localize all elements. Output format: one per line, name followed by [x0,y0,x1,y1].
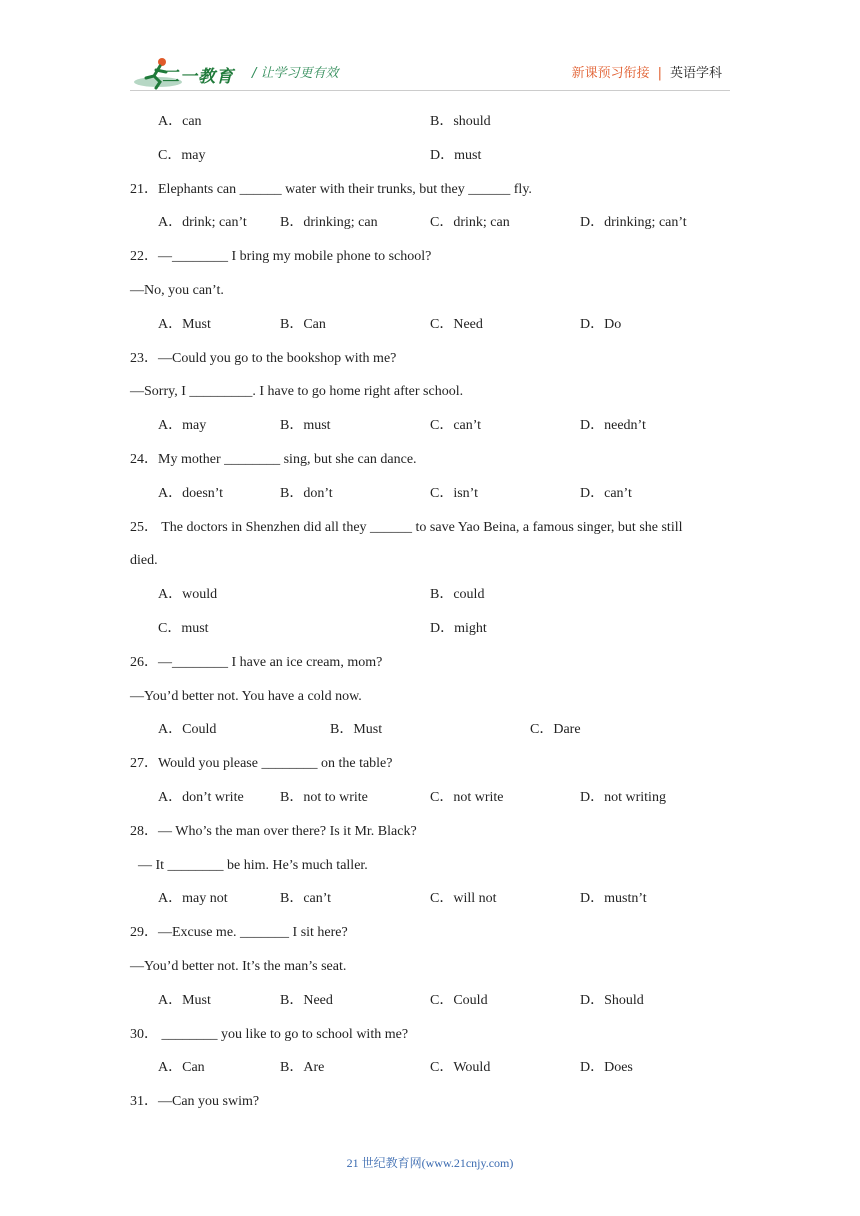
option-a: A．Can [158,1060,205,1076]
question-text: —No, you can’t. [130,282,224,298]
question-text: 28．— Who’s the man over there? Is it Mr. Black? [130,823,417,839]
option-a: A．would [158,587,218,603]
question-line [0,180,860,214]
question-text: 31．—Can you swim? [130,1094,260,1110]
option-c: C．isn’t [430,485,478,501]
question-line [0,1025,860,1059]
option-b: B．Need [280,992,333,1008]
question-text: 30． ________ you like to go to school with me? [130,1026,409,1042]
question-text: 29．—Excuse me. _______ I sit here? [130,925,348,941]
option-a: A．Must [158,992,211,1008]
question-text: 22．—________ I bring my mobile phone to school? [130,249,432,265]
question-line [0,687,860,721]
option-d: D．can’t [580,485,632,501]
option-d: D．needn’t [580,418,646,434]
options-row [0,112,860,146]
question-line [0,923,860,957]
question-line [0,281,860,315]
option-d: D．not writing [580,789,666,805]
question-line [0,247,860,281]
option-a: A．may not [158,891,228,907]
question-text: —You’d better not. It’s the man’s seat. [130,958,347,974]
option-c: C．not write [430,789,504,805]
option-a: A．doesn’t [158,485,224,501]
option-a: A．can [158,114,202,129]
option-a: C．must [158,620,209,636]
brand-slogan: / 让学习更有效 [252,66,339,81]
option-d: D．Should [580,992,644,1008]
options-row [0,788,860,822]
option-b: B．should [430,114,491,129]
page-header [0,0,860,100]
option-c: C．Need [430,316,483,332]
question-text: 27．Would you please ________ on the table? [130,756,393,772]
question-line [0,450,860,484]
options-row [0,146,860,180]
option-b: B．don’t [280,485,333,501]
options-row [0,889,860,923]
options-row [0,315,860,349]
question-text: 23．—Could you go to the bookshop with me? [130,350,397,366]
option-b: B．Are [280,1060,325,1076]
option-b: B．not to write [280,789,368,805]
option-b: B．Can [280,316,326,332]
page-footer: 21 世纪教育网(www.21cnjy.com) [346,1156,514,1170]
option-d: D．Does [580,1060,633,1076]
options-row [0,720,860,754]
question-text: died. [130,553,158,569]
header-right [572,62,722,81]
question-text: —Sorry, I _________. I have to go home right after school. [130,384,464,400]
option-c: C．drink; can [430,215,510,231]
option-b: B．must [280,418,331,434]
header-separator: | [657,66,662,81]
options-row [0,213,860,247]
question-list [0,112,860,1126]
question-text: 26．—________ I have an ice cream, mom? [130,654,383,670]
option-b: D．must [430,147,482,163]
question-line [0,754,860,788]
option-c: C．Could [430,992,488,1008]
question-text: 24．My mother ________ sing, but she can dance. [130,451,417,467]
option-d: D．Do [580,316,622,332]
options-row [0,484,860,518]
options-row [0,585,860,619]
brand-name: 二一教育 [162,67,234,87]
options-row [0,619,860,653]
option-c: C．Dare [530,722,581,738]
question-line [0,856,860,890]
option-c: C．can’t [430,418,482,434]
option-b: B．could [430,587,485,603]
option-a: A．Must [158,316,211,332]
question-line [0,382,860,416]
options-row [0,991,860,1025]
option-c: C．will not [430,891,497,907]
option-d: D．mustn’t [580,891,647,907]
options-row [0,416,860,450]
option-a: A．don’t write [158,789,244,805]
question-line [0,957,860,991]
option-a: C．may [158,147,206,163]
question-text: 21．Elephants can ______ water with their trunks, but they ______ fly. [130,181,532,197]
question-line [0,1092,860,1126]
question-line [0,653,860,687]
question-line [0,822,860,856]
option-b: B．Must [330,722,383,738]
option-a: A．may [158,418,207,434]
course-tag: 新课预习衔接 [571,66,650,81]
question-text: — It ________ be him. He’s much taller. [138,857,368,873]
question-text: —You’d better not. You have a cold now. [130,688,362,704]
option-a: A．Could [158,722,217,738]
option-b: B．can’t [280,891,332,907]
option-b: B．drinking; can [280,215,378,231]
subject-label: 英语学科 [669,66,722,81]
options-row [0,1058,860,1092]
question-line [0,349,860,383]
question-line [0,518,860,552]
option-b: D．might [430,620,487,636]
header-divider [130,90,730,91]
question-line [0,551,860,585]
option-c: C．Would [430,1060,491,1076]
option-a: A．drink; can’t [158,215,247,231]
option-d: D．drinking; can’t [580,215,687,231]
question-text: 25． The doctors in Shenzhen did all they ______ to save Yao Beina, a famous singer, but she still [130,519,683,535]
